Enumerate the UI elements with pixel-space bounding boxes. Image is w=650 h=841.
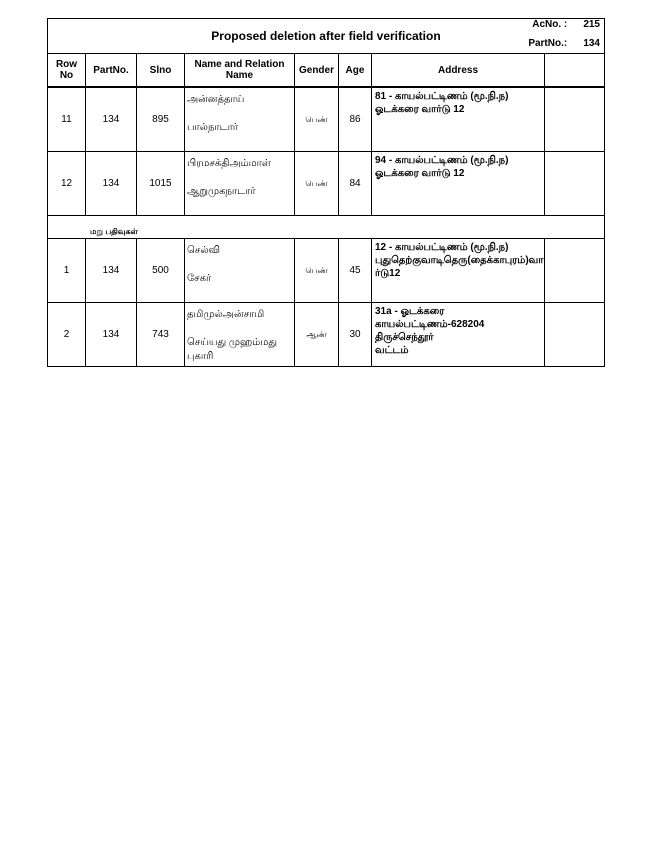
col-part-no: PartNo. [86,54,137,87]
age-cell: 30 [339,303,372,367]
voter-name: செல்வி [187,245,220,256]
acno-label: AcNo. : [532,19,568,30]
address-line: வட்டம் [375,345,409,356]
acno-label-group [532,19,600,30]
relation-name-cont: புகாரி [187,351,214,362]
gender-cell: ஆண் [295,303,339,367]
address-line: ஓடக்கரை வார்டு 12 [375,168,465,179]
table-row [48,303,605,367]
part-no-cell: 134 [86,152,137,216]
deletion-table [47,18,605,367]
name-cell [185,303,295,367]
col-slno: Slno [137,54,185,87]
relation-name: பால்நாடார் [187,122,239,133]
blank-cell [545,152,605,216]
address-line: 31a - ஓடக்கரை [375,306,445,317]
header-cell [48,19,605,54]
row-no-cell: 1 [48,239,86,303]
voter-name: அன்னத்தாய் [187,94,245,105]
name-cell [185,152,295,216]
slno-cell: 895 [137,88,185,152]
slno-cell: 1015 [137,152,185,216]
address-cell [372,88,545,152]
voter-name: பிரமசக்திஅம்மாள் [187,158,271,169]
part-no-cell: 134 [86,239,137,303]
part-no-cell: 134 [86,88,137,152]
slno-cell: 743 [137,303,185,367]
part-no-cell: 134 [86,303,137,367]
address-line: 94 - காயல்பட்டிணம் (மூ.நி.ந) [375,155,509,166]
section-gap-row [48,216,605,239]
gender-cell: பெண் [295,152,339,216]
table-row [48,239,605,303]
partno-label-group [528,38,600,49]
address-line: 81 - காயல்பட்டிணம் (மூ.நி.ந) [375,91,509,102]
col-age: Age [339,54,372,87]
table-row [48,152,605,216]
col-name: Name and Relation Name [185,54,295,87]
page-title: Proposed deletion after field verification [211,29,441,43]
section-label: மறு பதிவுகள் [90,227,138,236]
address-cell [372,239,545,303]
address-cell [372,303,545,367]
partno-label: PartNo.: [528,38,568,49]
blank-cell [545,303,605,367]
blank-cell [545,88,605,152]
age-cell: 84 [339,152,372,216]
gender-cell: பெண் [295,239,339,303]
address-line: ஓடக்கரை வார்டு 12 [375,104,465,115]
row-no-cell: 12 [48,152,86,216]
relation-name: செய்யது முஹம்மது [187,337,278,348]
address-line: ர்டு12 [375,268,401,279]
slno-cell: 500 [137,239,185,303]
row-no-cell: 11 [48,88,86,152]
address-cell [372,152,545,216]
section-cell [48,216,605,239]
name-cell [185,88,295,152]
relation-name: சேகர் [187,273,212,284]
address-line: புதுதெற்குவாடிதெரு(தைக்காபுரம்)வா [375,255,544,266]
age-cell: 45 [339,239,372,303]
address-line: 12 - காயல்பட்டிணம் (மூ.நி.ந) [375,242,509,253]
age-cell: 86 [339,88,372,152]
column-header-row [48,54,605,87]
col-gender: Gender [295,54,339,87]
gender-cell: பெண் [295,88,339,152]
voter-deletion-document [47,18,604,367]
partno-value: 134 [583,38,600,49]
table-row [48,88,605,152]
col-blank [545,54,605,87]
blank-cell [545,239,605,303]
col-address: Address [372,54,545,87]
col-row-no: Row No [48,54,86,87]
acno-value: 215 [583,19,600,30]
row-no-cell: 2 [48,303,86,367]
name-cell [185,239,295,303]
relation-name: ஆறுமுகநாடார் [187,186,256,197]
address-line: காயல்பட்டிணம்-628204 திருச்செந்தூர் [375,319,485,343]
voter-name: தமிமுல்அன்சாமி [187,309,265,320]
